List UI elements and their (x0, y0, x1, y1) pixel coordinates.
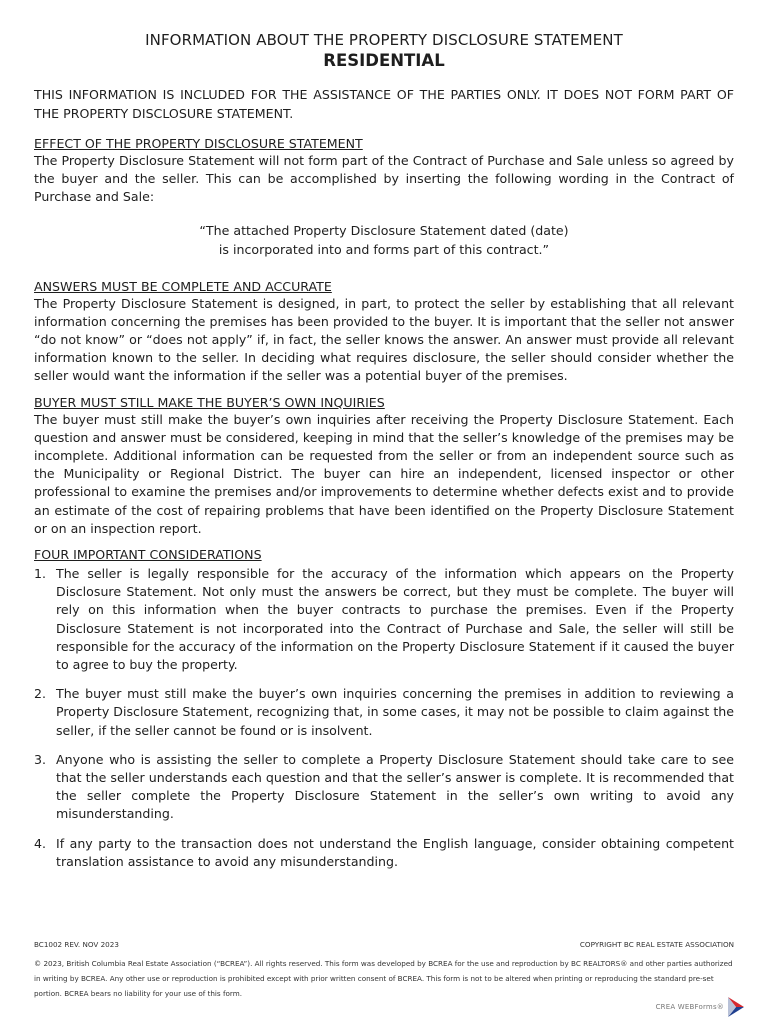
considerations-list (34, 565, 734, 871)
copyright-label: COPYRIGHT BC REAL ESTATE ASSOCIATION (579, 940, 734, 949)
document-page (34, 0, 734, 882)
list-item-text: The buyer must still make the buyer’s own inquiries concerning the premises in addition to reviewing a Property Disclosure Statement, recognizing that, in some cases, it may not be possible to claim against the seller, if the seller cannot be found or is insolvent. (56, 686, 734, 738)
section-body-buyer-inquiries: The buyer must still make the buyer’s own inquiries after receiving the Property Disclosure Statement. Each question and answer must be considered, keeping in mind that the seller’s knowledge of the premises may be incomplete. Additional information can be requested from the seller or from an independent source such as the Municipality or Regional District. The buyer can hire an independent, licensed inspector or other professional to examine the premises and/or improvements to determine whether defects exist and to provide an estimate of the cost of repairing problems that have been identified on the Property Disclosure Statement or on an inspection report. (34, 411, 734, 536)
section-heading-effect: EFFECT OF THE PROPERTY DISCLOSURE STATEMENT (34, 136, 363, 151)
quote-line-1: “The attached Property Disclosure Statement dated (date) (199, 222, 569, 238)
section-body-effect: The Property Disclosure Statement will not form part of the Contract of Purchase and Sale unless so agreed by the buyer and the seller. This can be accomplished by inserting the following wording in the Contract of Purchase and Sale: (34, 153, 734, 205)
list-item-text: Anyone who is assisting the seller to complete a Property Disclosure Statement should take care to see that the seller understands each question and that the seller’s answer is complete. It is recommended that the seller complete the Property Disclosure Statement in the seller’s own writing to avoid any misunderstanding. (56, 751, 734, 822)
list-item-text: The seller is legally responsible for the accuracy of the information which appears on the Property Disclosure Statement. Not only must the answers be correct, but they must be complete. The buyer will rely on this information when the buyer contracts to purchase the premises. Even if the Property Disclosure Statement is not incorporated into the Contract of Purchase and Sale, the seller will still be responsible for the accuracy of the information on the Property Disclosure Statement if it caused the buyer to agree to buy the property. (56, 566, 734, 673)
form-id: BC1002 REV. NOV 2023 (34, 940, 119, 949)
list-item (34, 751, 734, 824)
crea-webforms-logo (656, 997, 744, 1017)
list-item (34, 685, 734, 740)
list-item-number: 2. (34, 686, 47, 702)
list-item-number: 1. (34, 566, 47, 582)
quote-line-2: is incorporated into and forms part of this contract.” (218, 242, 550, 258)
quoted-wording (34, 221, 734, 260)
intro-paragraph: THIS INFORMATION IS INCLUDED FOR THE ASSISTANCE OF THE PARTIES ONLY. IT DOES NOT FORM PART OF THE PROPERTY DISCLOSURE STATEMENT. (34, 87, 734, 121)
document-subtitle: RESIDENTIAL (323, 51, 445, 70)
list-item-number: 3. (34, 751, 47, 767)
document-title: INFORMATION ABOUT THE PROPERTY DISCLOSURE STATEMENT (145, 31, 623, 49)
list-item-text: If any party to the transaction does not understand the English language, consider obtaining competent translation assistance to avoid any misunderstanding. (56, 835, 734, 869)
logo-text: CREA WEBForms® (655, 1003, 724, 1011)
list-item (34, 835, 734, 871)
section-body-answers: The Property Disclosure Statement is designed, in part, to protect the seller by establishing that all relevant information concerning the premises has been provided to the buyer. It is important that the seller not answer “do not know” or “does not apply” if, in fact, the seller knows the answer. An answer must provide all relevant information known to the seller. In deciding what requires disclosure, the seller should consider whether the seller would want the information if the seller was a potential buyer of the premises. (34, 295, 734, 384)
footer-row (34, 939, 734, 950)
footer-legal-text: © 2023, British Columbia Real Estate Association (“BCREA”). All rights reserved. This form was developed by BCREA for the use and reproduction by BC REALTORS® and other parties authorized in writing by BCREA. Any other use or reproduction is prohibited except with prior written consent of BCREA. This form is not to be altered when printing or reproducing the standard pre-set portion. BCREA bears no liability for your use of this form. (34, 959, 733, 998)
section-heading-answers: ANSWERS MUST BE COMPLETE AND ACCURATE (34, 278, 332, 294)
list-item (34, 565, 734, 674)
webforms-logo-icon (728, 997, 744, 1017)
list-item-number: 4. (34, 835, 47, 851)
section-heading-considerations: FOUR IMPORTANT CONSIDERATIONS (34, 547, 262, 563)
section-heading-buyer-inquiries: BUYER MUST STILL MAKE THE BUYER’S OWN INQUIRIES (34, 394, 385, 410)
